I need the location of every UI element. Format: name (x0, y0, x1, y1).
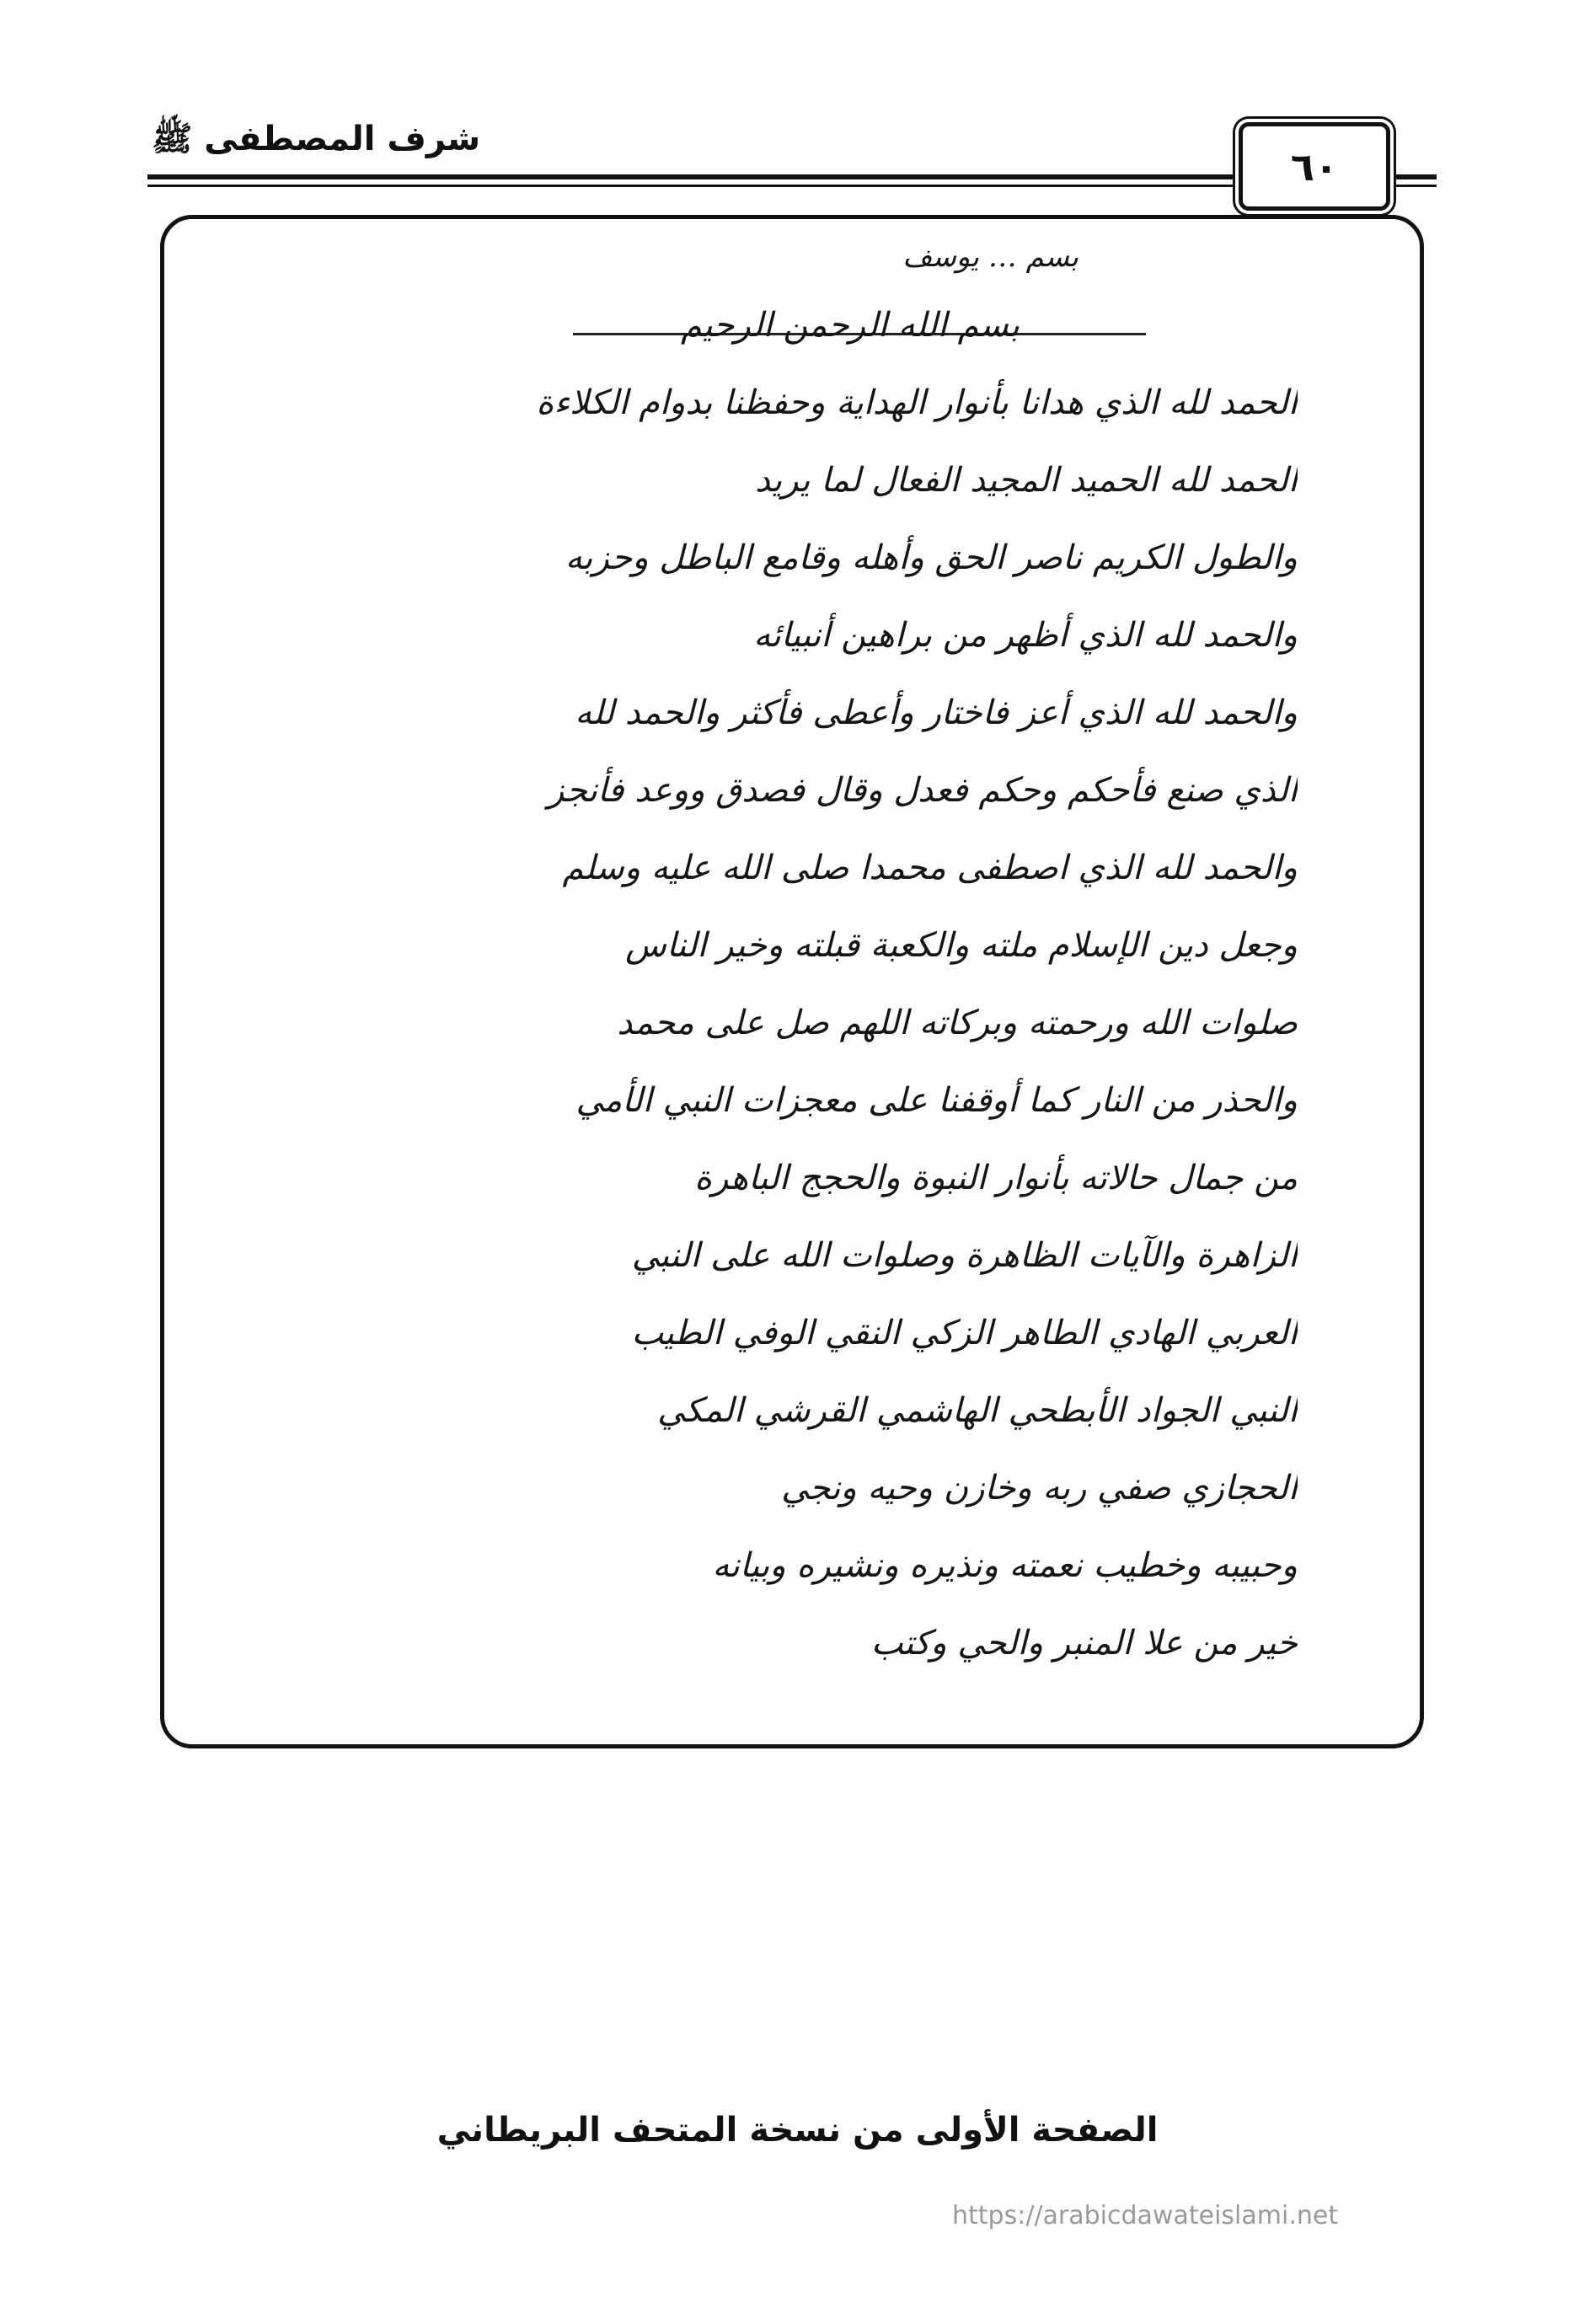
manuscript-line: صلوات الله ورحمته وبركاته اللهم صل على محمد (617, 1004, 1298, 1042)
manuscript-line: والطول الكريم ناصر الحق وأهله وقامع الباطل وحزبه (565, 538, 1298, 577)
manuscript-line: والحمد لله الذي اصطفى محمدا صلى الله عليه وسلم (562, 849, 1298, 887)
manuscript-line: الحمد لله الحميد المجيد الفعال لما يريد (755, 461, 1298, 500)
page-number: ٦٠ (1239, 122, 1390, 211)
manuscript-line: العربي الهادي الطاهر الزكي النقي الوفي الطيب (631, 1314, 1298, 1352)
figure-caption: الصفحة الأولى من نسخة المتحف البريطاني (436, 2111, 1159, 2150)
manuscript-line: وجعل دين الإسلام ملته والكعبة قبلته وخير الناس (625, 926, 1298, 965)
manuscript-line: الحجازي صفي ربه وخازن وحيه ونجي (781, 1469, 1298, 1507)
manuscript-line: والحمد لله الذي أظهر من براهين أنبيائه (753, 616, 1298, 655)
manuscript-line: من جمال حالاته بأنوار النبوة والحجج الباهرة (694, 1159, 1298, 1197)
manuscript-line: والحذر من النار كما أوقفنا على معجزات النبي الأمي (575, 1081, 1298, 1120)
manuscript-line: خير من علا المنبر والحي وكتب (870, 1624, 1298, 1663)
manuscript-line: الذي صنع فأحكم وحكم فعدل وقال فصدق ووعد فأنجز (548, 771, 1298, 810)
manuscript-top-note: بسم … يوسف (902, 240, 1078, 274)
manuscript-line: الزاهرة والآيات الظاهرة وصلوات الله على النبي (631, 1236, 1298, 1275)
manuscript-line: النبي الجواد الأبطحي الهاشمي القرشي المكي (657, 1391, 1298, 1430)
manuscript-line: الحمد لله الذي هدانا بأنوار الهداية وحفظنا بدوام الكلاءة (536, 383, 1298, 422)
manuscript-basmala: بسم الله الرحمن الرحيم (680, 306, 1020, 345)
watermark-url: https://arabicdawateislami.net (952, 2201, 1339, 2230)
manuscript-line: والحمد لله الذي أعز فاختار وأعطى فأكثر والحمد لله (575, 693, 1298, 732)
manuscript-line: وحبيبه وخطيب نعمته ونذيره ونشيره وبيانه (712, 1546, 1298, 1585)
manuscript-text (211, 228, 1298, 1682)
book-title: شرف المصطفى ﷺ (152, 120, 481, 158)
